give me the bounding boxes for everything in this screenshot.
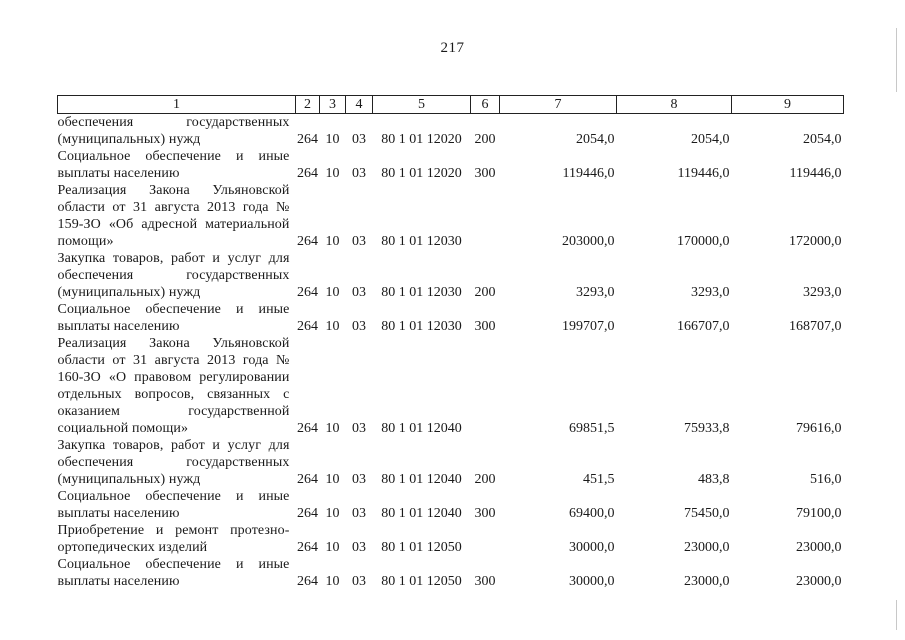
- cell-expense-type: 200: [474, 285, 496, 300]
- cell-amount-year1: 30000,0: [569, 574, 615, 589]
- cell-subsection: 03: [352, 319, 366, 334]
- cell-amount-year2: 23000,0: [684, 540, 730, 555]
- cell-target-article: 80 1 01 12040: [381, 472, 462, 487]
- cell-ministry-code: 264: [297, 285, 318, 300]
- cell-amount-year1: 69400,0: [569, 506, 615, 521]
- cell-expense-type: 200: [474, 472, 496, 487]
- cell-amount-year3: 168707,0: [789, 319, 842, 334]
- cell-target-article: 80 1 01 12050: [381, 540, 462, 555]
- row-name: Социальное обеспечение и иные выплаты населению: [57, 149, 290, 181]
- cell-expense-type: [471, 182, 500, 250]
- table-row: [58, 556, 844, 590]
- row-name: Закупка товаров, работ и услуг для обеспечения государственных (муниципальных) нужд: [57, 438, 290, 487]
- cell-amount-year1: 203000,0: [562, 234, 615, 249]
- cell-subsection: 03: [352, 285, 366, 300]
- table-row: [58, 148, 844, 182]
- cell-section: 10: [325, 319, 340, 334]
- column-header: 1: [58, 96, 296, 114]
- cell-section: 10: [325, 234, 340, 249]
- cell-amount-year1: 2054,0: [576, 132, 615, 147]
- cell-section: 10: [325, 472, 340, 487]
- column-header: 2: [296, 96, 320, 114]
- cell-amount-year3: 23000,0: [796, 540, 842, 555]
- row-name: Реализация Закона Ульяновской области от 31 августа 2013 года № 160-ЗО «О правовом регулировании отдельных вопросов, связанных с оказанием государственной социальной помощи»: [57, 336, 290, 436]
- cell-target-article: 80 1 01 12020: [381, 132, 462, 147]
- cell-ministry-code: 264: [297, 540, 318, 555]
- cell-target-article: 80 1 01 12030: [381, 234, 462, 249]
- cell-ministry-code: 264: [297, 421, 318, 436]
- cell-amount-year1: 3293,0: [576, 285, 615, 300]
- table-row: [58, 522, 844, 556]
- cell-section: 10: [325, 540, 340, 555]
- cell-section: 10: [325, 166, 340, 181]
- row-name: Социальное обеспечение и иные выплаты населению: [57, 557, 290, 589]
- cell-section: 10: [325, 506, 340, 521]
- cell-amount-year2: 75933,8: [684, 421, 730, 436]
- budget-table: [57, 95, 844, 590]
- row-name: Реализация Закона Ульяновской области от 31 августа 2013 года № 159-ЗО «Об адресной материальной помощи»: [57, 183, 290, 249]
- cell-amount-year1: 451,5: [583, 472, 615, 487]
- table-row: [58, 114, 844, 149]
- cell-expense-type: 300: [474, 319, 496, 334]
- cell-amount-year3: 516,0: [810, 472, 842, 487]
- cell-amount-year3: 2054,0: [803, 132, 842, 147]
- cell-expense-type: 200: [474, 132, 496, 147]
- cell-target-article: 80 1 01 12040: [381, 506, 462, 521]
- cell-target-article: 80 1 01 12030: [381, 285, 462, 300]
- cell-ministry-code: 264: [297, 319, 318, 334]
- table-row: [58, 335, 844, 437]
- cell-subsection: 03: [352, 234, 366, 249]
- cell-section: 10: [325, 421, 340, 436]
- cell-amount-year3: 79616,0: [796, 421, 842, 436]
- cell-ministry-code: 264: [297, 506, 318, 521]
- cell-amount-year3: 23000,0: [796, 574, 842, 589]
- table-header-row: [58, 96, 844, 114]
- cell-subsection: 03: [352, 574, 366, 589]
- cell-section: 10: [325, 574, 340, 589]
- cell-amount-year1: 119446,0: [562, 166, 615, 181]
- cell-amount-year2: 23000,0: [684, 574, 730, 589]
- row-name: Приобретение и ремонт протезно-ортопедических изделий: [57, 523, 290, 555]
- cell-amount-year2: 170000,0: [677, 234, 730, 249]
- cell-subsection: 03: [352, 506, 366, 521]
- column-header: 6: [471, 96, 500, 114]
- cell-amount-year2: 119446,0: [677, 166, 730, 181]
- cell-amount-year1: 30000,0: [569, 540, 615, 555]
- cell-ministry-code: 264: [297, 472, 318, 487]
- cell-ministry-code: 264: [297, 234, 318, 249]
- cell-amount-year1: 69851,5: [569, 421, 615, 436]
- table-row: [58, 250, 844, 301]
- row-name: Социальное обеспечение и иные выплаты населению: [57, 302, 290, 334]
- cell-ministry-code: 264: [297, 574, 318, 589]
- cell-amount-year3: 79100,0: [796, 506, 842, 521]
- scan-edge-mark: [896, 600, 897, 630]
- cell-amount-year3: 119446,0: [789, 166, 842, 181]
- column-header: 8: [617, 96, 732, 114]
- row-name: обеспечения государственных (муниципальных) нужд: [57, 115, 290, 147]
- cell-amount-year1: 199707,0: [562, 319, 615, 334]
- page-number: 217: [440, 40, 465, 56]
- cell-amount-year2: 166707,0: [677, 319, 730, 334]
- table-row: [58, 182, 844, 250]
- cell-expense-type: 300: [474, 506, 496, 521]
- column-header: 4: [346, 96, 373, 114]
- cell-expense-type: [471, 335, 500, 437]
- cell-expense-type: 300: [474, 574, 496, 589]
- table-row: [58, 488, 844, 522]
- cell-amount-year2: 483,8: [698, 472, 730, 487]
- table-row: [58, 301, 844, 335]
- cell-section: 10: [325, 132, 340, 147]
- column-header: 5: [373, 96, 471, 114]
- cell-amount-year3: 3293,0: [803, 285, 842, 300]
- scan-edge-mark: [896, 28, 897, 92]
- cell-ministry-code: 264: [297, 132, 318, 147]
- cell-amount-year2: 2054,0: [691, 132, 730, 147]
- cell-target-article: 80 1 01 12040: [381, 421, 462, 436]
- cell-subsection: 03: [352, 166, 366, 181]
- cell-amount-year2: 3293,0: [691, 285, 730, 300]
- cell-subsection: 03: [352, 421, 366, 436]
- row-name: Социальное обеспечение и иные выплаты населению: [57, 489, 290, 521]
- cell-subsection: 03: [352, 472, 366, 487]
- cell-amount-year2: 75450,0: [684, 506, 730, 521]
- cell-subsection: 03: [352, 540, 366, 555]
- table-row: [58, 437, 844, 488]
- cell-ministry-code: 264: [297, 166, 318, 181]
- column-header: 9: [732, 96, 844, 114]
- column-header: 7: [500, 96, 617, 114]
- cell-expense-type: [471, 522, 500, 556]
- cell-target-article: 80 1 01 12030: [381, 319, 462, 334]
- column-header: 3: [320, 96, 346, 114]
- cell-expense-type: 300: [474, 166, 496, 181]
- cell-amount-year3: 172000,0: [789, 234, 842, 249]
- cell-section: 10: [325, 285, 340, 300]
- row-name: Закупка товаров, работ и услуг для обеспечения государственных (муниципальных) нужд: [57, 251, 290, 300]
- cell-target-article: 80 1 01 12020: [381, 166, 462, 181]
- cell-target-article: 80 1 01 12050: [381, 574, 462, 589]
- cell-subsection: 03: [352, 132, 366, 147]
